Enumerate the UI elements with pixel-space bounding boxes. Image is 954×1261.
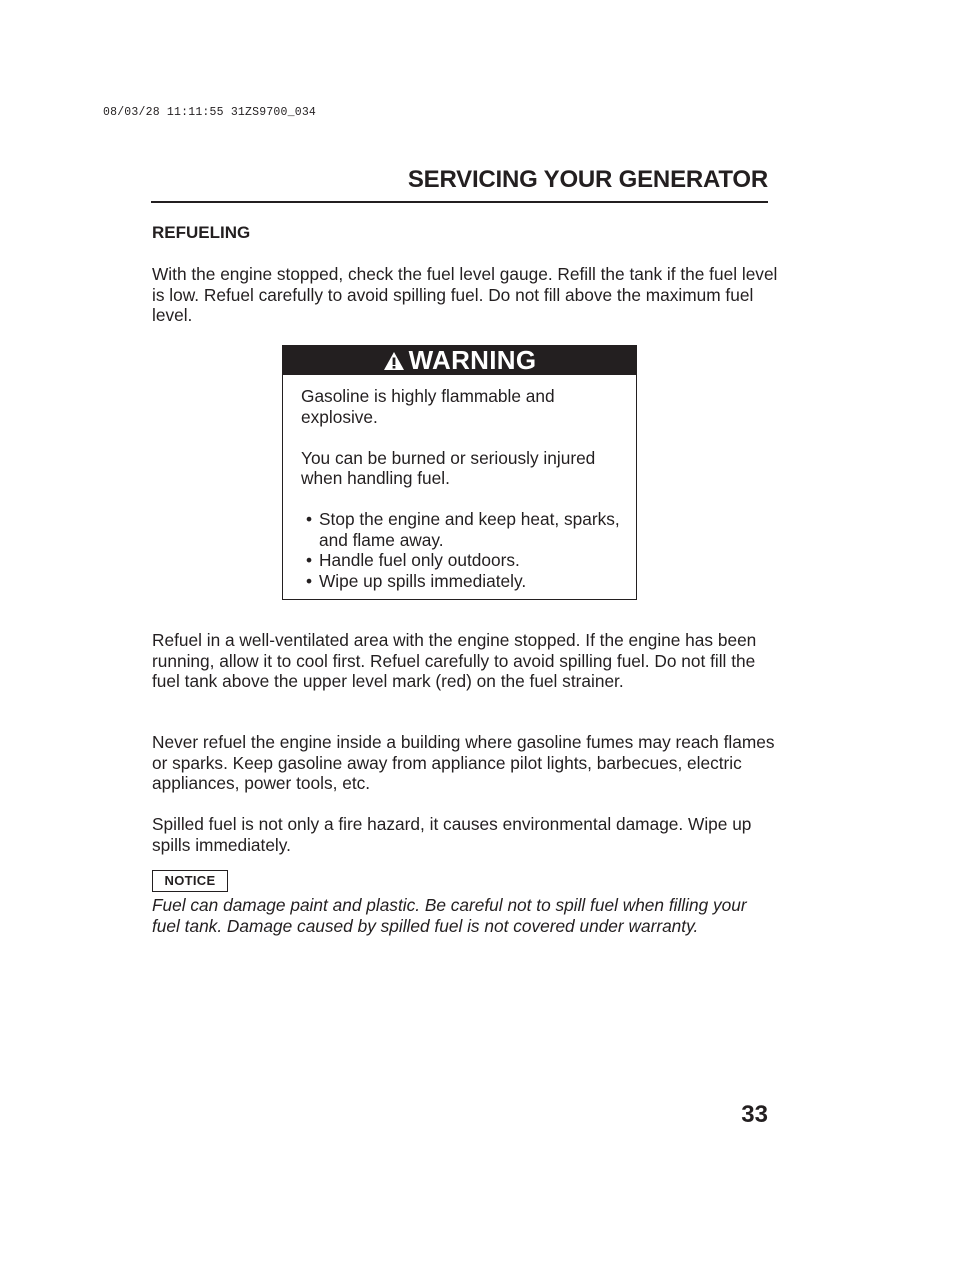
notice-text: Fuel can damage paint and plastic. Be careful not to spill fuel when filling your fuel tank. Damage caused by spilled fuel is not covered under warranty.: [152, 895, 747, 936]
warning-triangle-icon: [383, 351, 405, 371]
warning-header: [283, 346, 636, 375]
bullet-text: Handle fuel only outdoors.: [319, 550, 520, 570]
bullet-text: Wipe up spills immediately.: [319, 570, 527, 591]
notice-badge: NOTICE: [152, 870, 228, 892]
print-timestamp: 08/03/28 11:11:55 31ZS9700_034: [103, 106, 317, 119]
paragraph-indoor-refuel: Never refuel the engine inside a building where gasoline fumes may reach flames or sparks. Keep gasoline away from appliance pilot lights, barbecues, electric appliances, power tools, etc.: [152, 732, 775, 793]
warning-line-injury: You can be burned or seriously injured when handling fuel.: [301, 447, 596, 488]
warning-label: WARNING: [408, 345, 537, 375]
bullet-icon: •: [306, 570, 313, 591]
page-number: 33: [741, 1101, 768, 1128]
list-item: [306, 509, 631, 550]
list-item: [306, 550, 631, 571]
subheading-refueling: REFUELING: [152, 223, 251, 242]
bullet-text: Stop the engine and keep heat, sparks, and flame away.: [319, 509, 620, 550]
warning-body: [301, 386, 631, 591]
bullet-icon: •: [306, 509, 313, 529]
warning-line-flammable: Gasoline is highly flammable and explosive.: [301, 386, 555, 427]
section-title: SERVICING YOUR GENERATOR: [407, 166, 768, 193]
warning-box: [282, 345, 637, 600]
list-item: [306, 571, 631, 592]
section-header: [151, 163, 768, 203]
warning-bullet-list: [301, 509, 631, 591]
paragraph-spilled-fuel: Spilled fuel is not only a fire hazard, it causes environmental damage. Wipe up spills immediately.: [152, 814, 752, 855]
intro-paragraph: With the engine stopped, check the fuel level gauge. Refill the tank if the fuel level is low. Refuel carefully to avoid spilling fuel. Do not fill above the maximum fuel level.: [152, 264, 778, 325]
bullet-icon: •: [306, 550, 313, 570]
paragraph-ventilation: Refuel in a well-ventilated area with the engine stopped. If the engine has been running, allow it to cool first. Refuel carefully to avoid spilling fuel. Do not fill the fuel tank above the upper level mark (red) on the fuel strainer.: [152, 630, 757, 691]
